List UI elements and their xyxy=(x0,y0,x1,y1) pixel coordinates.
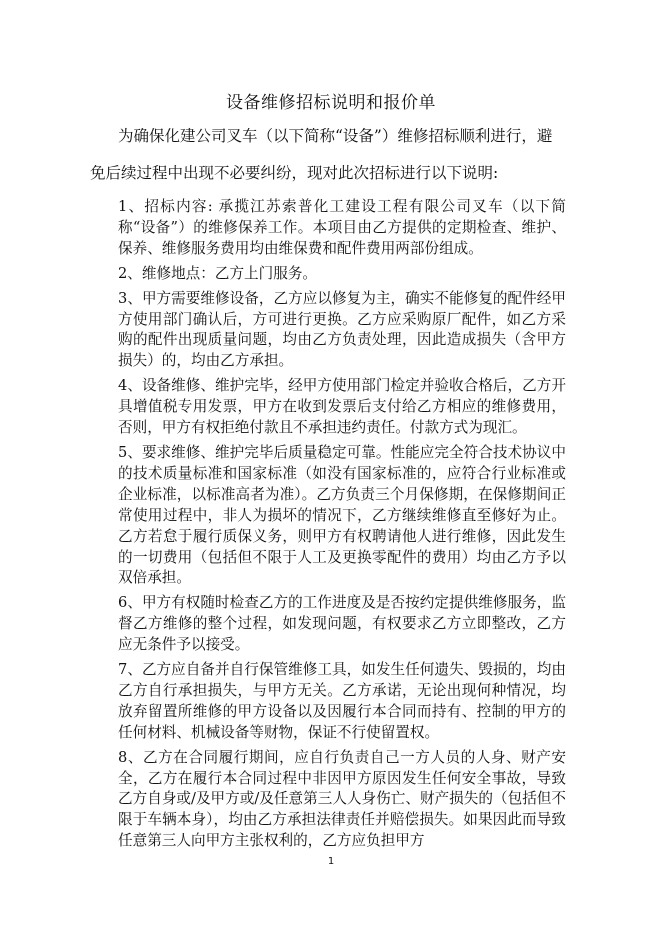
term-item-5: 5、要求维修、维护完毕后质量稳定可靠。性能应完全符合技术协议中的技术质量标准和国家标准（如没有国家标准的，应符合行业标准或企业标准，以标准高者为准）。乙方负责三个月保修期，在保修期间正常使用过程中，非人为损坏的情况下，乙方继续维修直至修好为止。乙方若怠于履行质保义务，则甲方有权聘请他人进行维修，因此发生的一切费用（包括但不限于人工及更换零配件的费用）均由乙方予以双倍承担。 xyxy=(118,443,566,587)
term-item-1: 1、招标内容: 承揽江苏索普化工建设工程有限公司叉车（以下简称“设备”）的维修保养工作。本项目由乙方提供的定期检查、维护、保养、维修服务费用均由维保费和配件费用两部份组成。 xyxy=(118,198,566,257)
terms-list xyxy=(118,197,566,856)
term-item-7: 7、乙方应自备并自行保管维修工具，如发生任何遗失、毁损的，均由乙方自行承担损失，与甲方无关。乙方承诺，无论出现何种情况，均放弃留置所维修的甲方设备以及因履行本合同而持有、控制的甲方的任何材料、机械设备等财物，保证不行使留置权。 xyxy=(118,661,566,741)
intro-line-1: 为确保化建公司叉车（以下简称“设备”）维修招标顺利进行，避 xyxy=(118,127,553,145)
intro-paragraph xyxy=(90,118,566,192)
term-item-2: 2、维修地点：乙方上门服务。 xyxy=(118,264,318,282)
term-item-8: 8、乙方在合同履行期间，应自行负责自己一方人员的人身、财产安全，乙方在履行本合同过程中非因甲方原因发生任何安全事故，导致乙方自身或/及甲方或/及任意第三人人身伤亡、财产损失的（包括但不限于车辆本身），均由乙方承担法律责任并赔偿损失。如果因此而导致任意第三人向甲方主张权利的，乙方应负担甲方 xyxy=(118,748,566,850)
document-title: 设备维修招标说明和报价单 xyxy=(226,93,436,113)
term-item-4: 4、设备维修、维护完毕，经甲方使用部门检定并验收合格后，乙方开具增值税专用发票，甲方在收到发票后支付给乙方相应的维修费用，否则，甲方有权拒绝付款且不承担违约责任。付款方式为现汇。 xyxy=(118,377,566,437)
term-item-6: 6、甲方有权随时检查乙方的工作进度及是否按约定提供维修服务，监督乙方维修的整个过程，如发现问题，有权要求乙方立即整改，乙方应无条件予以接受。 xyxy=(118,594,566,654)
term-item-3: 3、甲方需要维修设备，乙方应以修复为主，确实不能修复的配件经甲方使用部门确认后，方可进行更换。乙方应采购原厂配件，如乙方采购的配件出现质量问题，均由乙方负责处理，因此造成损失（含甲方损失）的，均由乙方承担。 xyxy=(118,289,566,370)
intro-line-2: 免后续过程中出现不必要纠纷，现对此次招标进行以下说明: xyxy=(90,164,499,182)
page-number: 1 xyxy=(327,856,335,867)
